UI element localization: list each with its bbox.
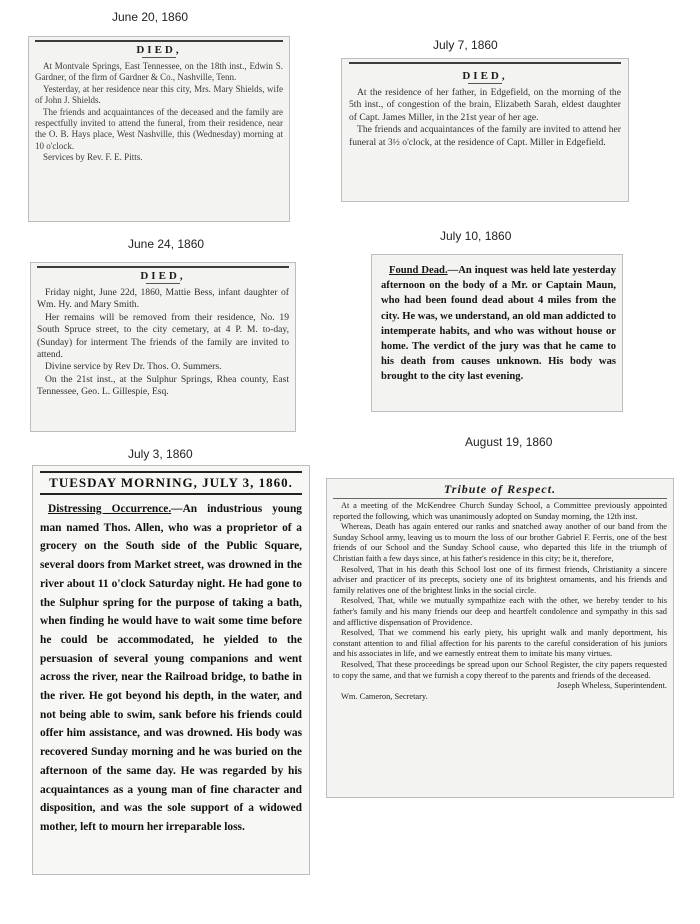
top-rule bbox=[37, 266, 289, 268]
news-item-lead: Distressing Occurrence. bbox=[48, 503, 172, 515]
tribute-paragraph: Resolved, That these proceedings be spread upon our School Register, the city papers requested to copy the same, and that we furnish a copy thereof to the parents and friends of the deceased. bbox=[333, 659, 667, 680]
clipping-july-10 bbox=[371, 254, 623, 412]
obituary-heading: DIED, bbox=[136, 44, 182, 56]
obituary-paragraph: Services by Rev. F. E. Pitts. bbox=[43, 152, 143, 163]
tribute-secretary: Wm. Cameron, Secretary. bbox=[341, 691, 428, 701]
obituary-paragraph: At Montvale Springs, East Tennessee, on the 18th inst., Edwin S. Gardner, of the firm of Gardner & Co., Nashville, Tenn. bbox=[35, 61, 283, 83]
date-label-july-10: July 10, 1860 bbox=[440, 229, 512, 243]
clipping-june-24 bbox=[30, 262, 296, 432]
news-item-body: —An inquest was held late yesterday afternoon on the body of a Mr. or Captain Maun, who had been found dead about 4 miles from the city. He was, we understand, an old man addicted to intemperate habits, and who was without house or home. The verdict of the jury was that he came to his death from causes unknown. His body was brought to the city last evening. bbox=[381, 265, 616, 383]
tribute-paragraph: Resolved, That we commend his early piety, his upright walk and manly deportment, his constant attention to and filial affection for his parents to the careful consideration of his juniors and his associates in life, and we earnestly entreat them to imitate his many virtues. bbox=[333, 628, 667, 659]
obituary-paragraph: The friends and acquaintances of the family are invited to attend her funeral at 3½ o'clock, at the residence of Capt. Miller in Edgefield. bbox=[349, 124, 621, 148]
clipping-august-19 bbox=[326, 478, 674, 798]
date-label-june-24: June 24, 1860 bbox=[128, 237, 205, 251]
clipping-july-3 bbox=[32, 465, 310, 875]
news-item bbox=[40, 500, 302, 837]
newspaper-dateline: TUESDAY MORNING, JULY 3, 1860. bbox=[40, 471, 302, 495]
tribute-paragraph: Resolved, That in his death this School lost one of its firmest friends, Christianity a sincere adviser and practicer of its precepts, society one of its brightest ornaments, and his friends and family relatives one of the brightest links in the social circle. bbox=[333, 564, 667, 595]
clipping-july-7 bbox=[341, 58, 629, 202]
tribute-heading: Tribute of Respect. bbox=[443, 482, 557, 496]
heading-rule bbox=[333, 498, 667, 499]
obituary-paragraph: On the 21st inst., at the Sulphur Springs, Rhea county, East Tennessee, Geo. L. Gillespie, Esq. bbox=[37, 373, 289, 398]
date-label-june-20: June 20, 1860 bbox=[112, 10, 189, 24]
tribute-paragraph: Resolved, That, while we mutually sympathize each with the other, we hereby tender to his father's family and his many friends our deep and heartfelt condolence and sympathy in this sad and afflictive dispensation of Providence. bbox=[333, 596, 667, 627]
heading-underline bbox=[146, 283, 180, 284]
obituary-paragraph: Yesterday, at her residence near this city, Mrs. Mary Shields, wife of John J. Shields. bbox=[35, 83, 283, 106]
obituary-paragraph: The friends and acquaintances of the deceased and the family are respectfully invited to attend the funeral, from their residence, near the O. B. Hays place, West Nashville, this (Wednesday) morning at 10 o'clock. bbox=[35, 106, 283, 151]
top-rule bbox=[35, 40, 283, 42]
tribute-signature: Joseph Wheless, Superintendent. bbox=[556, 681, 667, 691]
heading-underline bbox=[142, 57, 176, 58]
date-label-august-19: August 19, 1860 bbox=[465, 435, 553, 449]
news-item-lead: Found Dead. bbox=[389, 265, 448, 276]
date-label-july-3: July 3, 1860 bbox=[128, 447, 193, 461]
obituary-heading: DIED, bbox=[462, 70, 508, 82]
obituary-paragraph: Her remains will be removed from their residence, No. 19 South Spruce street, to the city cemetary, at 4 P. M. to-day, (Sunday) for interment The friends of the family are invited to attend. bbox=[37, 311, 289, 361]
obituary-heading: DIED, bbox=[140, 270, 186, 282]
news-item-body: —An industrious young man named Thos. Allen, who was a proprietor of a grocery on the South side of the Public Square, several doors from Market street, was drowned in the river about 11 o'clock Saturday night. He had gone to the Sulphur spring for the purpose of taking a bath, when finding he would have to wait some time before he could be accommodated, he yielded to the persuasion of several young companions and went across the river, near the Railroad bridge, to bathe in the river. He got beyond his depth, in the water, and not being able to swim, sank before his friends could offer him assistance, and was drowned. His body was recovered Sunday morning and he was buried on the afternoon of the same day. He was regarded by his acquaintances as a young man of fine character and disposition, and was the sole support of a widowed mother, left to mourn her irreparable loss. bbox=[40, 503, 302, 833]
date-label-july-7: July 7, 1860 bbox=[433, 38, 498, 52]
tribute-paragraph: Whereas, Death has again entered our ranks and snatched away another of our band from the Sunday School army, leaving us to mourn the loss of our brother Gabriel F. Ferris, one of the best friends of our School and the Sunday School cause, who departed this life in the triumph of Christian faith a few days since, at his father's residence in this city; be it, therefore, bbox=[333, 522, 667, 563]
tribute-paragraph: At a meeting of the McKendree Church Sunday School, a Committee previously appointed reported the following, which was unanimously adopted on Sunday morning, the 12th inst. bbox=[333, 501, 667, 521]
obituary-paragraph: Friday night, June 22d, 1860, Mattie Bess, infant daughter of Wm. Hy. and Mary Smith. bbox=[37, 287, 289, 311]
news-item bbox=[381, 263, 616, 385]
clipping-june-20 bbox=[28, 36, 290, 222]
obituary-paragraph: At the residence of her father, in Edgefield, on the morning of the 5th inst., of congestion of the brain, Elizabeth Sarah, eldest daughter of Capt. James Miller, in the 21st year of her age. bbox=[349, 87, 621, 123]
heading-underline bbox=[468, 83, 502, 84]
top-rule bbox=[349, 62, 621, 64]
obituary-paragraph: Divine service by Rev Dr. Thos. O. Summers. bbox=[45, 361, 222, 373]
